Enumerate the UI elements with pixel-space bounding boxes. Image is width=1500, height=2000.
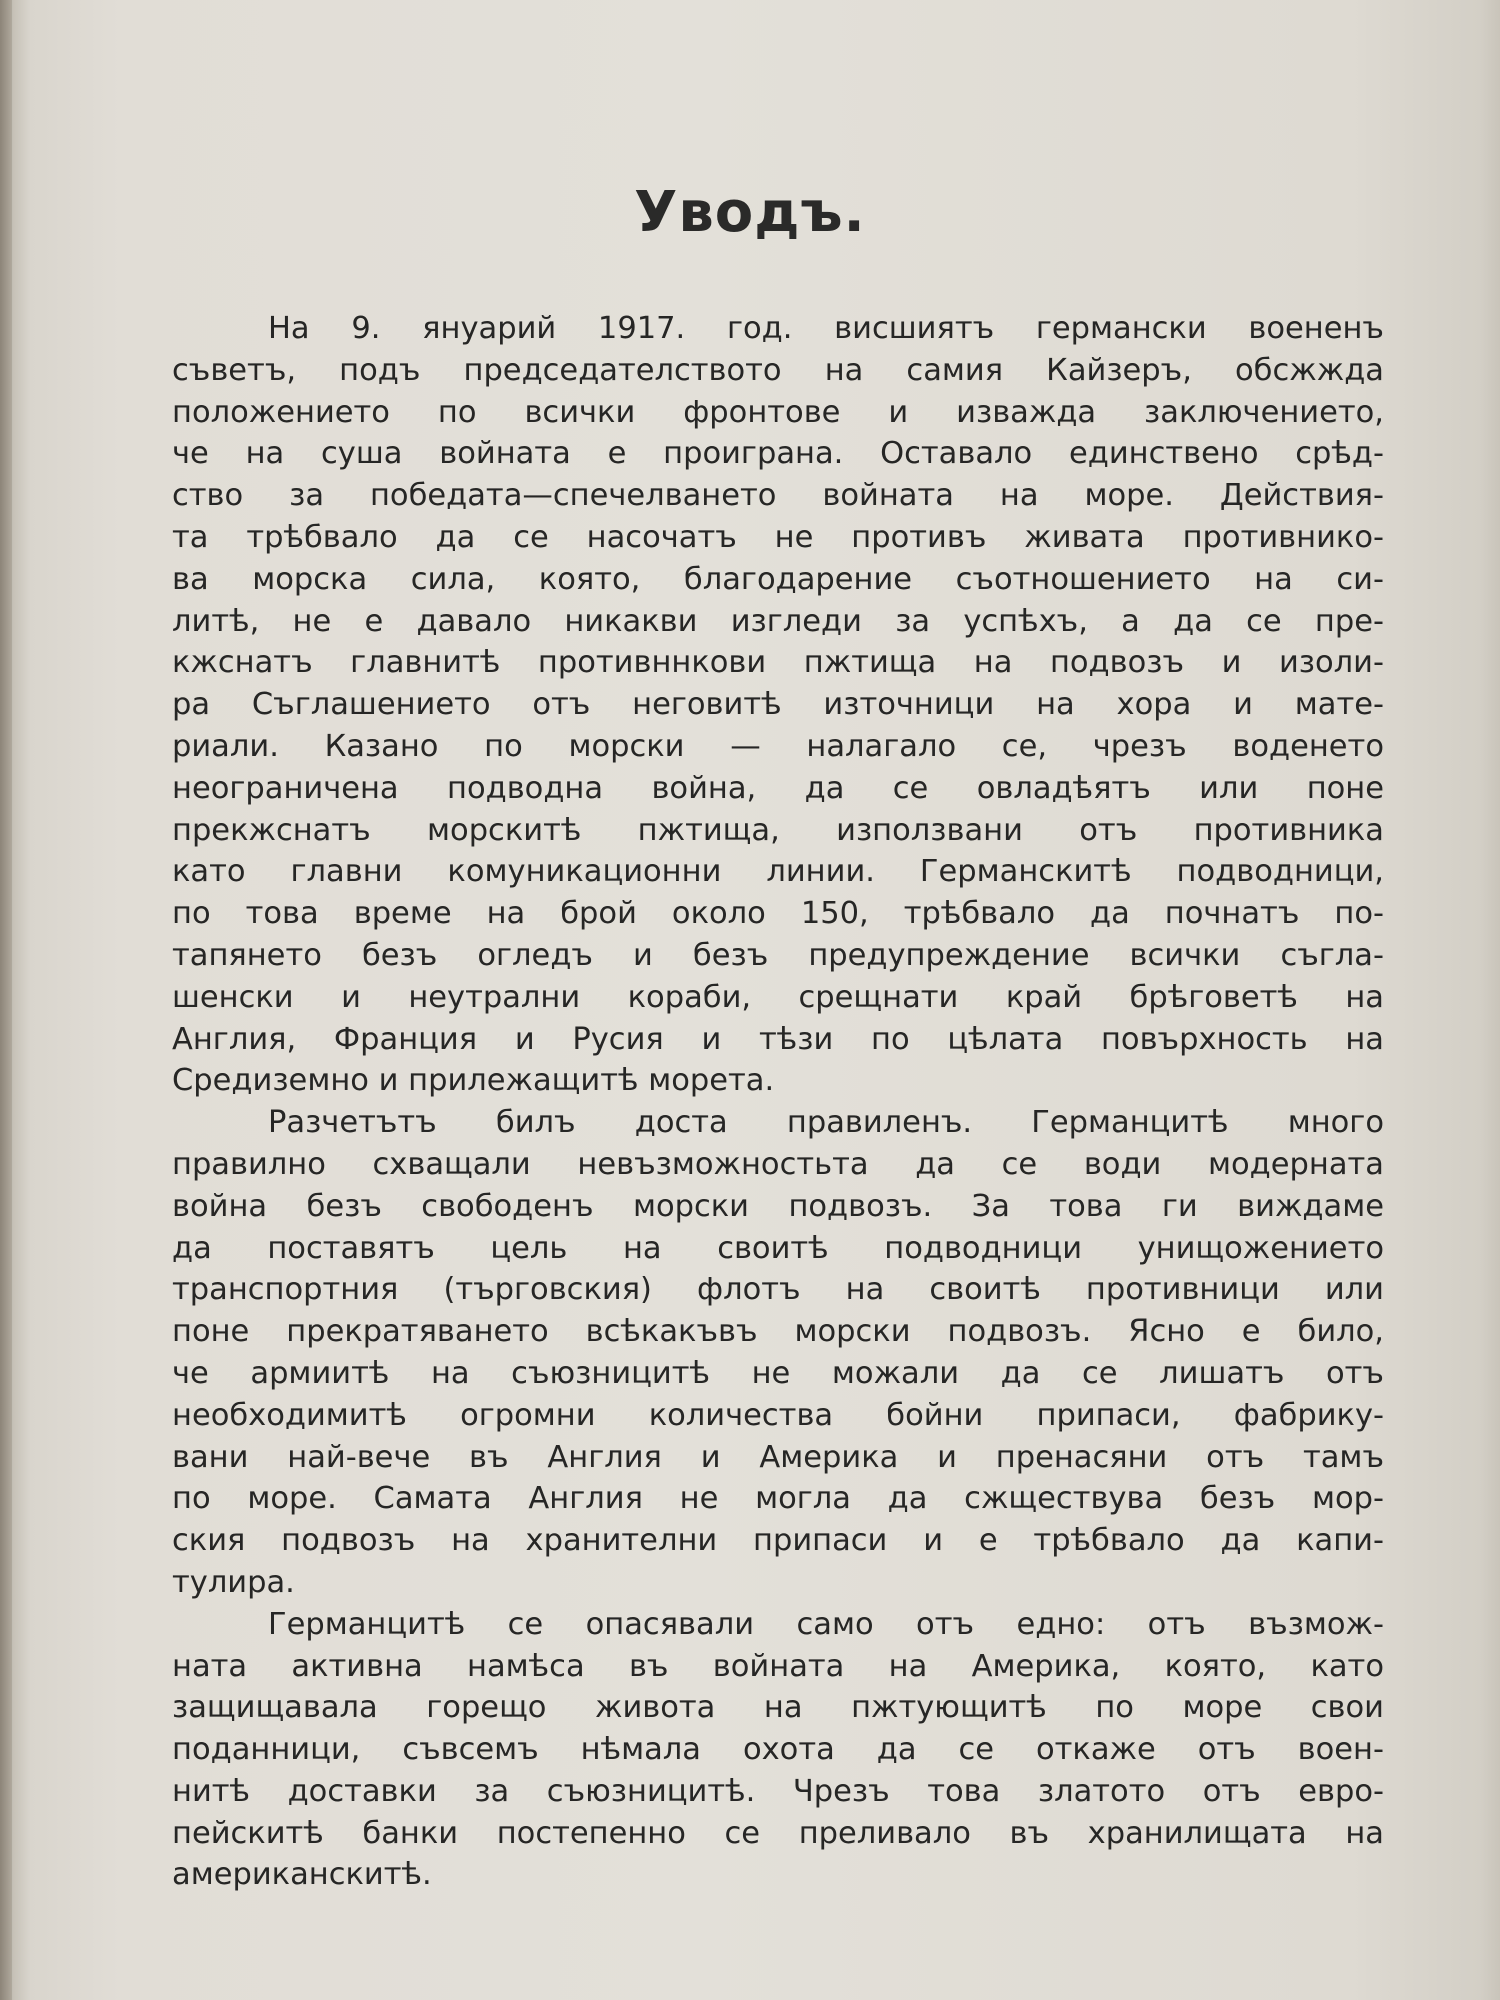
text-line: тапянето безъ огледъ и безъ предупреждение всички съгла- <box>172 937 1384 973</box>
text-line: та трѣбвало да се насочатъ не противъ живата противнико- <box>172 519 1384 555</box>
text-line: литѣ, не е давало никакви изгледи за успѣхъ, а да се пре- <box>172 603 1384 639</box>
text-line: прекжснатъ морскитѣ пжтища, използвани отъ противника <box>172 812 1384 848</box>
text-line: неограничена подводна война, да се овладѣятъ или поне <box>172 770 1384 806</box>
text-line: да поставятъ цель на своитѣ подводници унищожението <box>172 1230 1384 1266</box>
text-line: поне прекратяването всѣкакъвъ морски подвозъ. Ясно е било, <box>172 1314 1384 1350</box>
text-line: Разчетътъ билъ доста правиленъ. Германцитѣ много <box>268 1105 1384 1141</box>
text-line: Англия, Франция и Русия и тѣзи по цѣлата повърхность на <box>172 1021 1384 1057</box>
text-line: необходимитѣ огромни количества бойни припаси, фабрику- <box>172 1397 1384 1433</box>
text-line: транспортния (търговския) флотъ на своитѣ противници или <box>172 1272 1384 1308</box>
text-line: вани най-вече въ Англия и Америка и пренасяни отъ тамъ <box>172 1439 1384 1475</box>
text-line: шенски и неутрални кораби, срещнати край брѣговетѣ на <box>172 979 1384 1015</box>
text-line: американскитѣ. <box>172 1857 432 1893</box>
text-line: нитѣ доставки за съюзницитѣ. Чрезъ това златото отъ евро- <box>172 1773 1384 1809</box>
text-line: На 9. януарий 1917. год. висшиятъ германски воененъ <box>268 311 1384 346</box>
text-line: че армиитѣ на съюзницитѣ не можали да се лишатъ отъ <box>172 1355 1384 1391</box>
text-line: ския подвозъ на хранителни припаси и е трѣбвало да капи- <box>172 1523 1384 1559</box>
text-line: положението по всички фронтове и изважда заключението, <box>172 394 1384 430</box>
text-line: поданници, съвсемъ нѣмала охота да се откаже отъ воен- <box>172 1732 1384 1768</box>
text-line: ва морска сила, която, благодарение съотношението на си- <box>172 561 1384 597</box>
text-line: правилно схващали невъзможностьта да се води модерната <box>172 1146 1384 1182</box>
text-line: тулира. <box>172 1564 295 1600</box>
text-line: Средиземно и прилежащитѣ морета. <box>172 1063 775 1099</box>
text-line: пейскитѣ банки постепенно се преливало въ хранилищата на <box>172 1815 1384 1851</box>
text-line: защищавала горещо живота на пжтующитѣ по море свои <box>172 1690 1384 1726</box>
text-line: по море. Самата Англия не могла да сжществува безъ мор- <box>172 1481 1384 1517</box>
text-line: ство за победата—спечелването войната на море. Действия- <box>172 478 1384 514</box>
page-title: Уводъ. <box>634 180 866 245</box>
text-line: по това време на брой около 150, трѣбвало да почнатъ по- <box>172 896 1384 932</box>
text-line: кжснатъ главнитѣ противннкови пжтища на подвозъ и изоли- <box>172 645 1384 681</box>
text-line: ната активна намѣса въ войната на Америка, която, като <box>172 1648 1384 1684</box>
book-binding-edge <box>0 0 12 2000</box>
text-line: Германцитѣ се опасявали само отъ едно: отъ възмож- <box>268 1606 1384 1642</box>
text-line: че на суша войната е проиграна. Оставало единствено срѣд- <box>172 436 1384 472</box>
text-line: война безъ свободенъ морски подвозъ. За това ги виждаме <box>172 1188 1384 1224</box>
text-line: ра Съглашението отъ неговитѣ източници на хора и мате- <box>172 687 1384 723</box>
text-line: като главни комуникационни линии. Германскитѣ подводници, <box>172 854 1384 890</box>
text-line: риали. Казано по морски — налагало се, чрезъ воденето <box>172 728 1384 764</box>
body-text <box>172 308 1384 1896</box>
text-line: съветъ, подъ председателството на самия Кайзеръ, обсжжда <box>172 352 1384 388</box>
